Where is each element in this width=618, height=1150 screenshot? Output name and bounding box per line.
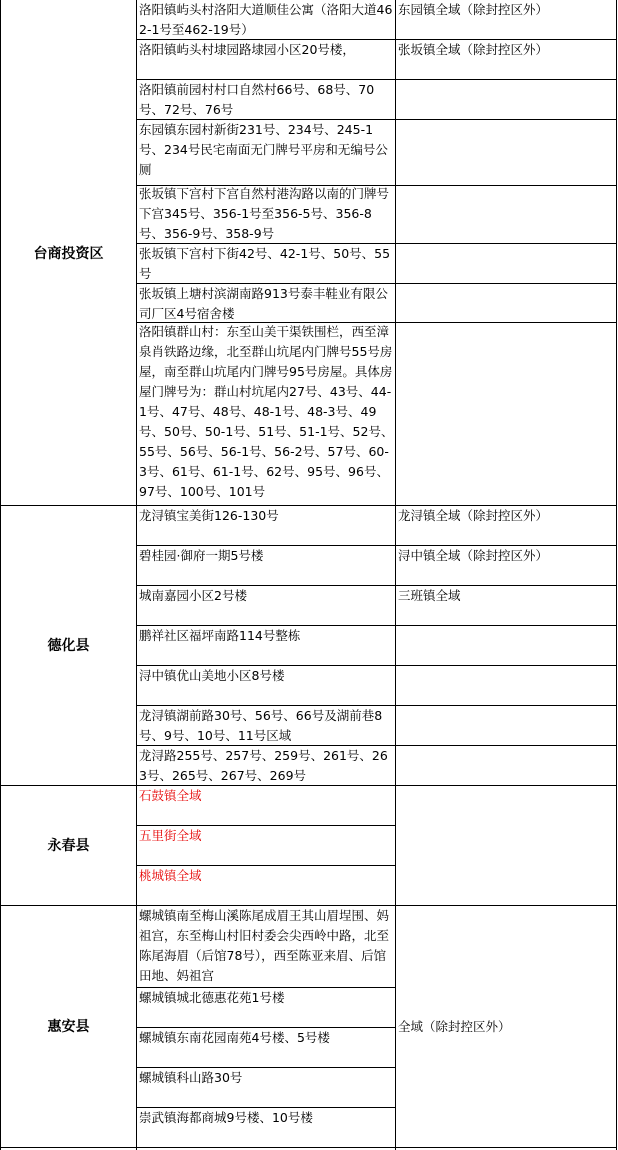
area-cell: 龙浔镇宝美街126-130号: [139, 508, 279, 523]
area-cell: 五里街全域: [139, 828, 202, 843]
row-line: [395, 79, 617, 80]
area-cell: 石鼓镇全域: [139, 788, 202, 803]
scope-cell: 张坂镇全域（除封控区外）: [398, 42, 549, 57]
area-cell: 洛阳镇屿头村埭园路埭园小区20号楼，: [139, 42, 355, 57]
area-cell: 洛阳镇屿头村洛阳大道顺佳公寓（洛阳大道462-1号至462-19号）: [139, 2, 393, 37]
area-cell: 螺城镇科山路30号: [139, 1070, 243, 1085]
scope-cell: 三班镇全域: [398, 588, 461, 603]
area-cell: 张坂镇下宫村下街42号、42-1号、50号、55号: [139, 246, 391, 281]
scope-cell: 浔中镇全域（除封控区外）: [398, 548, 549, 563]
area-cell: 浔中镇优山美地小区8号楼: [139, 668, 285, 683]
region-huian: 惠安县: [47, 1019, 90, 1035]
area-cell: 龙浔镇湖前路30号、56号、66号及湖前巷8号、9号、10号、11号区域: [139, 708, 383, 743]
area-cell: 崇武镇海都商城9号楼、10号楼: [139, 1110, 313, 1125]
area-cell: 桃城镇全域: [139, 868, 202, 883]
row-line: [395, 745, 617, 746]
table-border-right: [616, 0, 617, 1150]
area-cell: 碧桂园·御府一期5号楼: [139, 548, 264, 563]
table-divider-region: [136, 0, 137, 1150]
area-cell: 张坂镇下宫村下宫自然村港沟路以南的门牌号下宫345号、356-1号至356-5号、356-8号、356-9号、358-9号: [139, 186, 390, 241]
area-cell: 东园镇东园村新街231号、234号、245-1号、234号民宅南面无门牌号平房和无编号公厕: [139, 122, 388, 177]
region-taishang: 台商投资区: [33, 246, 104, 262]
row-line: [395, 243, 617, 244]
row-line: [395, 322, 617, 323]
area-cell: 张坂镇上塘村滨湖南路913号泰丰鞋业有限公司厂区4号宿舍楼: [139, 286, 388, 321]
row-line: [395, 283, 617, 284]
area-cell: 鹏祥社区福坪南路114号整栋: [139, 628, 301, 643]
row-line: [395, 119, 617, 120]
scope-cell: 东园镇全域（除封控区外）: [398, 2, 549, 17]
row-line: [395, 705, 617, 706]
table-divider-area: [395, 0, 396, 1150]
area-cell: 龙浔路255号、257号、259号、261号、263号、265号、267号、269号: [139, 748, 388, 783]
table-border-left: [0, 0, 1, 1150]
table-border-bottom: [0, 1147, 617, 1148]
row-line: [395, 185, 617, 186]
area-cell: 洛阳镇群山村：东至山美干渠铁围栏，西至漳泉肖铁路边缘，北至群山坑尾内门牌号55号房屋，南至群山坑尾内门牌号95号房屋。具体房屋门牌号为：群山村坑尾内27号、43号、44-1号、47号、48号、48-1号、48-3号、49号、50号、50-1号、51号、51-1号、52号、55号、56号、56-1号、56-2号、57号、60-3号、61号、61-1号、62号、95号、96号、97号、100号、101号: [139, 324, 394, 499]
scope-cell: 龙浔镇全域（除封控区外）: [398, 508, 549, 523]
region-dehua: 德化县: [47, 638, 90, 654]
area-cell: 螺城镇东南花园南苑4号楼、5号楼: [139, 1030, 330, 1045]
area-cell: 城南嘉园小区2号楼: [139, 588, 247, 603]
area-cell: 螺城镇城北德惠花苑1号楼: [139, 990, 285, 1005]
area-cell: 洛阳镇前园村村口自然村66号、68号、70号、72号、76号: [139, 82, 375, 117]
row-line: [395, 665, 617, 666]
area-cell: 螺城镇南至梅山溪陈尾成眉王其山眉埕围、妈祖宫，东至梅山村旧村委会尖西岭中路，北至陈尾海眉（后馆78号），西至陈亚来眉、后馆田地、妈祖宫: [139, 908, 390, 983]
region-yongchun: 永春县: [47, 838, 90, 854]
row-line: [395, 625, 617, 626]
scope-cell-merged: 全域（除封控区外）: [398, 1019, 511, 1034]
